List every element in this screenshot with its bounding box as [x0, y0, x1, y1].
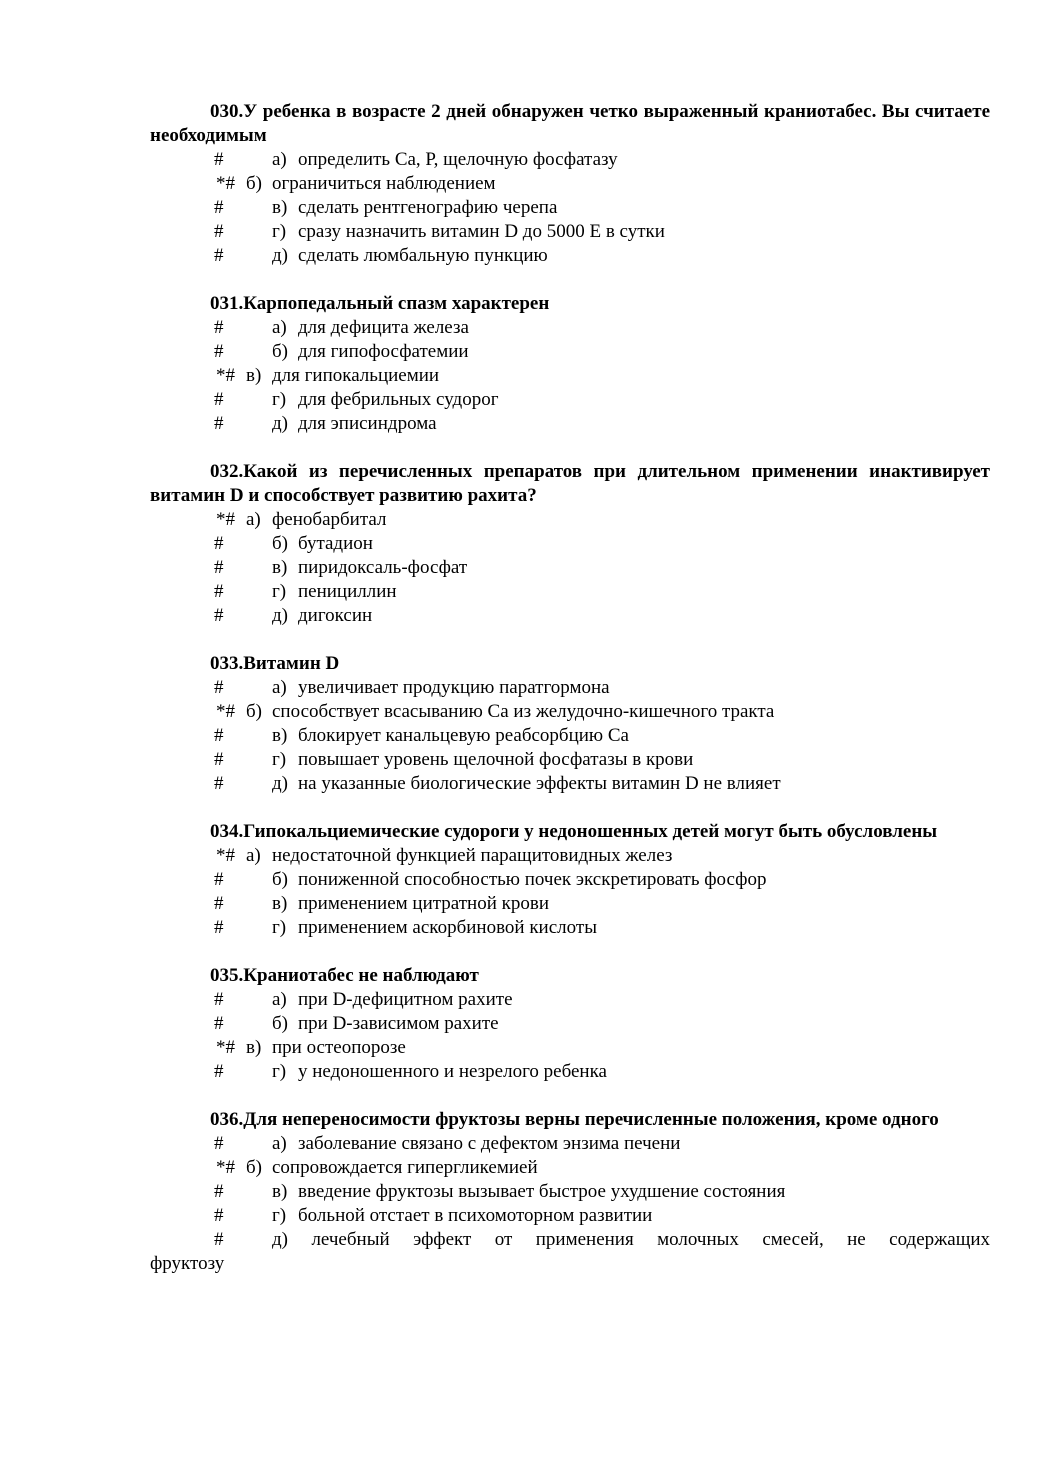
- answer-mark: #: [214, 605, 224, 626]
- answer-option: [150, 748, 990, 772]
- answer-mark: *#: [216, 509, 235, 530]
- question-block: [150, 292, 990, 436]
- answer-first-line: [150, 1228, 990, 1252]
- answer-option: [150, 772, 990, 796]
- answer-mark: #: [214, 725, 224, 746]
- answer-mark: *#: [216, 701, 235, 722]
- answer-mark: #: [214, 749, 224, 770]
- answer-mark: *#: [216, 1037, 235, 1058]
- answer-text: на указанные биологические эффекты витамин D не влияет: [298, 773, 781, 794]
- answer-option: [150, 220, 990, 244]
- answer-text: заболевание связано с дефектом энзима печени: [298, 1133, 681, 1154]
- answer-letter: б): [272, 533, 288, 554]
- answer-text: для дефицита железа: [298, 317, 469, 338]
- answer-mark: #: [214, 893, 224, 914]
- answer-letter: в): [272, 197, 288, 218]
- answer-letter: а): [246, 509, 261, 530]
- answer-option: [150, 340, 990, 364]
- answer-letter: г): [272, 749, 287, 770]
- answer-text-continuation: фруктозу: [150, 1253, 225, 1274]
- answer-letter: б): [272, 869, 288, 890]
- answer-text: у недоношенного и незрелого ребенка: [298, 1061, 607, 1082]
- question-block: [150, 964, 990, 1084]
- answer-letter: д): [272, 245, 288, 266]
- answer-text: при D-дефицитном рахите: [298, 989, 513, 1010]
- answer-option: [150, 196, 990, 220]
- answer-option-correct: [150, 508, 990, 532]
- answer-mark: #: [214, 533, 224, 554]
- answer-mark: #: [214, 1181, 224, 1202]
- answer-mark: #: [214, 917, 224, 938]
- question-title: 032.Какой из перечисленных препаратов при длительном применении инактивирует витамин D и способствует развитию рахита?: [150, 461, 990, 506]
- answer-letter: б): [272, 1013, 288, 1034]
- answer-option-correct: [150, 1036, 990, 1060]
- question-title: 034.Гипокальциемические судороги у недоношенных детей могут быть обусловлены: [210, 821, 938, 842]
- answer-text: сделать люмбальную пункцию: [298, 245, 548, 266]
- answer-mark: *#: [216, 365, 235, 386]
- answer-mark: #: [214, 869, 224, 890]
- answer-text: фенобарбитал: [272, 509, 387, 530]
- answer-option: [150, 724, 990, 748]
- answer-option: [150, 316, 990, 340]
- answer-option: [150, 532, 990, 556]
- answer-mark: *#: [216, 1157, 235, 1178]
- answer-text: введение фруктозы вызывает быстрое ухудшение состояния: [298, 1181, 786, 1202]
- answer-text: для фебрильных судорог: [298, 389, 499, 410]
- answer-option-correct: [150, 844, 990, 868]
- question-title: 030.У ребенка в возрасте 2 дней обнаружен четко выраженный краниотабес. Вы считаете необходимым: [150, 101, 990, 146]
- answer-text: увеличивает продукцию паратгормона: [298, 677, 610, 698]
- answer-letter: д): [272, 773, 288, 794]
- answer-mark: #: [214, 1013, 224, 1034]
- question-block: [150, 100, 990, 268]
- answer-text: для гипокальциемии: [272, 365, 440, 386]
- answer-letter: д): [272, 605, 288, 626]
- answer-mark: #: [214, 245, 224, 266]
- answer-mark: #: [214, 389, 224, 410]
- answer-text: недостаточной функцией паращитовидных желез: [272, 845, 673, 866]
- answer-mark: #: [214, 989, 224, 1010]
- answer-option: [150, 1060, 990, 1084]
- answer-text: сопровождается гипергликемией: [272, 1157, 538, 1178]
- answer-text: способствует всасыванию Са из желудочно-кишечного тракта: [272, 701, 775, 722]
- answer-text: больной отстает в психомоторном развитии: [298, 1205, 653, 1226]
- answer-letter: г): [272, 1061, 287, 1082]
- answer-text: при остеопорозе: [272, 1037, 406, 1058]
- answer-letter: а): [272, 1133, 287, 1154]
- answer-option: [150, 1228, 990, 1276]
- answer-mark: #: [214, 149, 224, 170]
- answer-option: [150, 1132, 990, 1156]
- answer-text: дигоксин: [298, 605, 373, 626]
- answer-text: ограничиться наблюдением: [272, 173, 496, 194]
- answer-option: [150, 1204, 990, 1228]
- answer-option-correct: [150, 700, 990, 724]
- answer-mark: #: [214, 341, 224, 362]
- question-title: 036.Для непереносимости фруктозы верны перечисленные положения, кроме одного: [210, 1109, 939, 1130]
- answer-letter: б): [272, 341, 288, 362]
- answer-letter: б): [246, 701, 262, 722]
- answer-letter: б): [246, 1157, 262, 1178]
- answer-text: для гипофосфатемии: [298, 341, 469, 362]
- answer-letter: в): [246, 1037, 262, 1058]
- answer-text: для эписиндрома: [298, 413, 437, 434]
- answer-option-correct: [150, 364, 990, 388]
- answer-option: [150, 604, 990, 628]
- answer-letter: г): [272, 221, 287, 242]
- answer-letter: а): [272, 989, 287, 1010]
- answer-option: [150, 412, 990, 436]
- answer-mark: #: [214, 317, 224, 338]
- answer-mark: #: [214, 1229, 224, 1250]
- question-block: [150, 460, 990, 628]
- answer-text: блокирует канальцевую реабсорбцию Са: [298, 725, 629, 746]
- answer-text: определить Са, Р, щелочную фосфатазу: [298, 149, 618, 170]
- answer-letter: г): [272, 917, 287, 938]
- answer-letter: а): [272, 677, 287, 698]
- answer-option: [150, 916, 990, 940]
- answer-text: бутадион: [298, 533, 373, 554]
- answer-mark: *#: [216, 173, 235, 194]
- answer-text: пониженной способностью почек экскретировать фосфор: [298, 869, 767, 890]
- answer-mark: #: [214, 221, 224, 242]
- answer-mark: #: [214, 557, 224, 578]
- answer-mark: #: [214, 773, 224, 794]
- answer-text: применением цитратной крови: [298, 893, 550, 914]
- question-block: [150, 652, 990, 796]
- answer-letter: д): [272, 413, 288, 434]
- answer-option: [150, 1180, 990, 1204]
- answer-mark: *#: [216, 845, 235, 866]
- answer-letter: б): [246, 173, 262, 194]
- answer-letter: а): [246, 845, 261, 866]
- answer-option-correct: [150, 1156, 990, 1180]
- answer-text: повышает уровень щелочной фосфатазы в крови: [298, 749, 694, 770]
- answer-option-correct: [150, 172, 990, 196]
- answer-text: лечебный эффект от применения молочных смесей, не содержащих: [311, 1229, 990, 1250]
- answer-option: [150, 988, 990, 1012]
- answer-letter: а): [272, 317, 287, 338]
- answer-option: [150, 148, 990, 172]
- test-page: [150, 100, 990, 1300]
- answer-option: [150, 244, 990, 268]
- question-title: 035.Краниотабес не наблюдают: [210, 965, 479, 986]
- answer-letter: в): [272, 893, 288, 914]
- answer-text: пиридоксаль-фосфат: [298, 557, 468, 578]
- answer-option: [150, 868, 990, 892]
- answer-option: [150, 892, 990, 916]
- answer-letter: г): [272, 1205, 287, 1226]
- answer-letter: в): [272, 725, 288, 746]
- question-title: 033.Витамин D: [210, 653, 340, 674]
- question-block: [150, 820, 990, 940]
- answer-mark: #: [214, 581, 224, 602]
- answer-mark: #: [214, 1205, 224, 1226]
- answer-text: сразу назначить витамин D до 5000 Е в сутки: [298, 221, 665, 242]
- question-title: 031.Карпопедальный спазм характерен: [210, 293, 550, 314]
- answer-mark: #: [214, 1061, 224, 1082]
- answer-option: [150, 556, 990, 580]
- question-block: [150, 1108, 990, 1276]
- answer-text: при D-зависимом рахите: [298, 1013, 499, 1034]
- answer-text: пенициллин: [298, 581, 397, 602]
- answer-mark: #: [214, 197, 224, 218]
- answer-text: применением аскорбиновой кислоты: [298, 917, 597, 938]
- answer-text: сделать рентгенографию черепа: [298, 197, 558, 218]
- answer-letter: а): [272, 149, 287, 170]
- answer-letter: г): [272, 581, 287, 602]
- answer-mark: #: [214, 677, 224, 698]
- answer-mark: #: [214, 1133, 224, 1154]
- answer-letter: д): [272, 1229, 288, 1250]
- answer-letter: в): [272, 557, 288, 578]
- answer-option: [150, 580, 990, 604]
- answer-letter: г): [272, 389, 287, 410]
- answer-option: [150, 1012, 990, 1036]
- answer-mark: #: [214, 413, 224, 434]
- answer-letter: в): [272, 1181, 288, 1202]
- answer-option: [150, 388, 990, 412]
- answer-letter: в): [246, 365, 262, 386]
- answer-option: [150, 676, 990, 700]
